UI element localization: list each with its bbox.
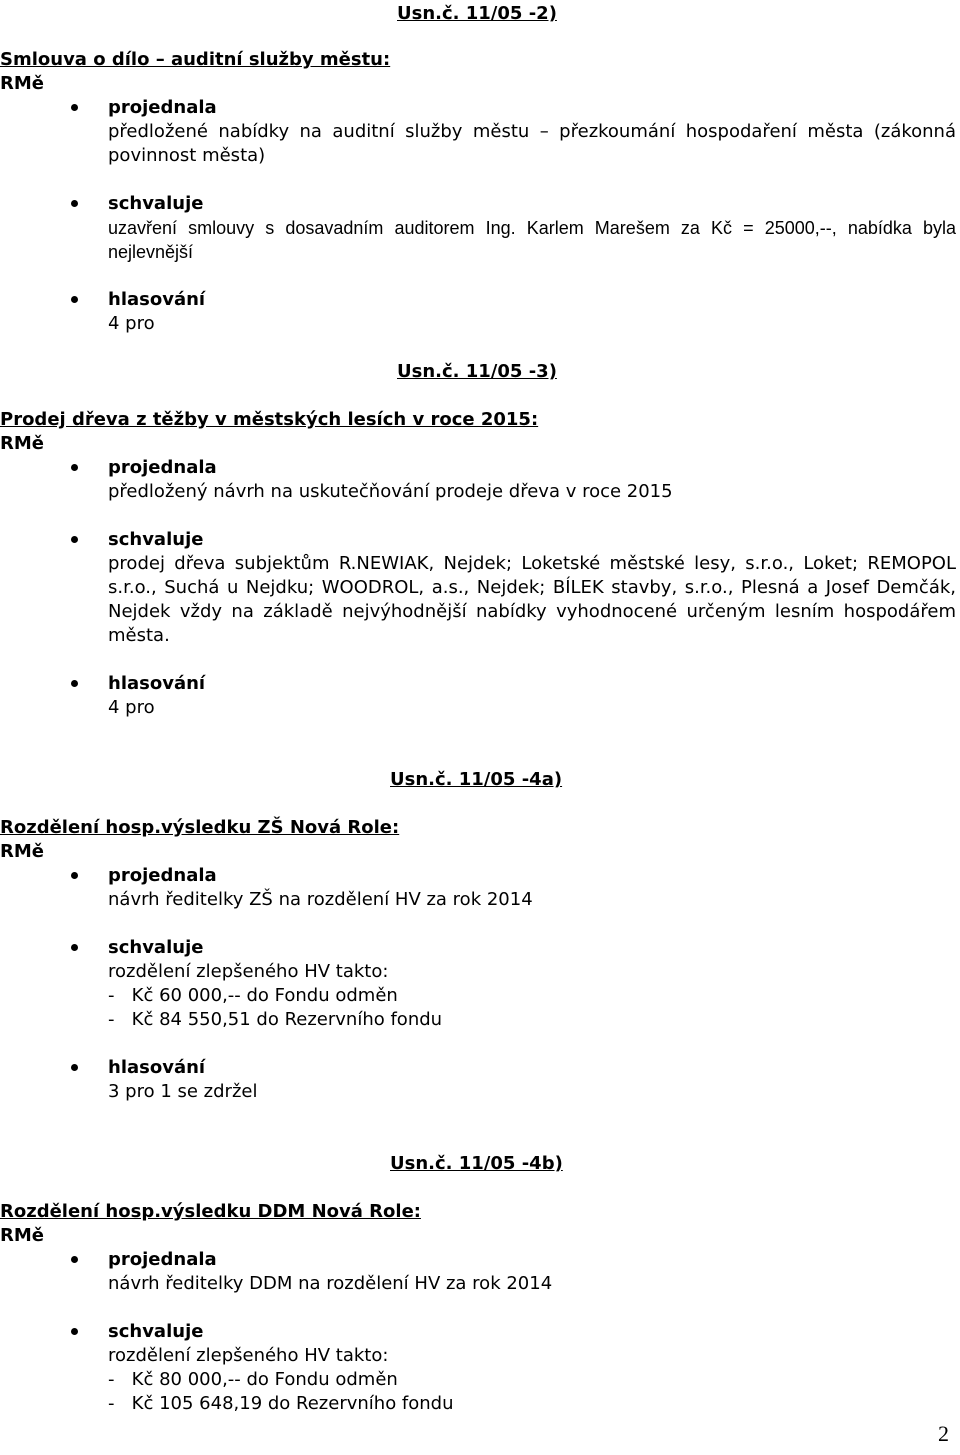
item-label: schvaluje [108, 937, 204, 958]
bullet [71, 200, 78, 207]
item-label: hlasování [108, 673, 206, 694]
bullet [71, 1256, 78, 1263]
bullet [71, 464, 78, 471]
item-text: návrh ředitelky ZŠ na rozdělení HV za rok 2014 [108, 889, 533, 910]
sub-item: - Kč 80 000,-- do Fondu odměn [108, 1369, 398, 1390]
item-text: prodej dřeva subjektům R.NEWIAK, Nejdek; Loketské městské lesy, s.r.o., Loket; REMOPOL s.r.o., Suchá u Nejdku; WOODROL, a.s., Nejdek; BÍLEK stavby, s.r.o., Plesná a Josef Demčák, Nejdek vždy na základě nejvýhodnější nabídky vyhodnocené určeným lesním hospodářem města. [108, 553, 956, 646]
item-label: projednala [108, 97, 217, 118]
item-label: schvaluje [108, 193, 204, 214]
body-label: RMě [0, 841, 44, 862]
resolution-number: Usn.č. 11/05 -2) [397, 3, 557, 24]
section-title: Prodej dřeva z těžby v městských lesích v roce 2015: [0, 409, 539, 430]
body-label: RMě [0, 433, 44, 454]
item-text: 4 pro [108, 313, 155, 334]
bullet [71, 1328, 78, 1335]
item-label: schvaluje [108, 529, 204, 550]
item-text: rozdělení zlepšeného HV takto: [108, 1345, 389, 1366]
item-text: návrh ředitelky DDM na rozdělení HV za rok 2014 [108, 1273, 553, 1294]
body-label: RMě [0, 73, 44, 94]
sub-item: - Kč 60 000,-- do Fondu odměn [108, 985, 398, 1006]
sub-item: - Kč 105 648,19 do Rezervního fondu [108, 1393, 454, 1414]
section-title: Rozdělení hosp.výsledku DDM Nová Role: [0, 1201, 421, 1222]
item-label: hlasování [108, 1057, 206, 1078]
body-label: RMě [0, 1225, 44, 1246]
resolution-number: Usn.č. 11/05 -3) [397, 361, 557, 382]
bullet [71, 536, 78, 543]
bullet [71, 872, 78, 879]
section-title: Rozdělení hosp.výsledku ZŠ Nová Role: [0, 817, 400, 838]
bullet [71, 296, 78, 303]
resolution-number: Usn.č. 11/05 -4a) [390, 769, 563, 790]
page-number: 2 [938, 1421, 949, 1446]
resolution-number: Usn.č. 11/05 -4b) [390, 1153, 563, 1174]
section-title: Smlouva o dílo – auditní služby městu: [0, 49, 391, 70]
item-label: hlasování [108, 289, 206, 310]
item-text: uzavření smlouvy s dosavadním auditorem Ing. Karlem Marešem za Kč = 25000,--, nabídka byla nejlevnější [108, 218, 956, 262]
sub-item: - Kč 84 550,51 do Rezervního fondu [108, 1009, 443, 1030]
bullet [71, 680, 78, 687]
item-text: předložené nabídky na auditní služby městu – přezkoumání hospodaření města (zákonná povinnost města) [108, 121, 956, 166]
item-label: schvaluje [108, 1321, 204, 1342]
item-text: předložený návrh na uskutečňování prodeje dřeva v roce 2015 [108, 481, 673, 502]
bullet [71, 1064, 78, 1071]
item-label: projednala [108, 457, 217, 478]
item-text: rozdělení zlepšeného HV takto: [108, 961, 389, 982]
item-label: projednala [108, 1249, 217, 1270]
bullet [71, 944, 78, 951]
item-text: 4 pro [108, 697, 155, 718]
item-text: 3 pro 1 se zdržel [108, 1081, 258, 1102]
bullet [71, 104, 78, 111]
item-label: projednala [108, 865, 217, 886]
